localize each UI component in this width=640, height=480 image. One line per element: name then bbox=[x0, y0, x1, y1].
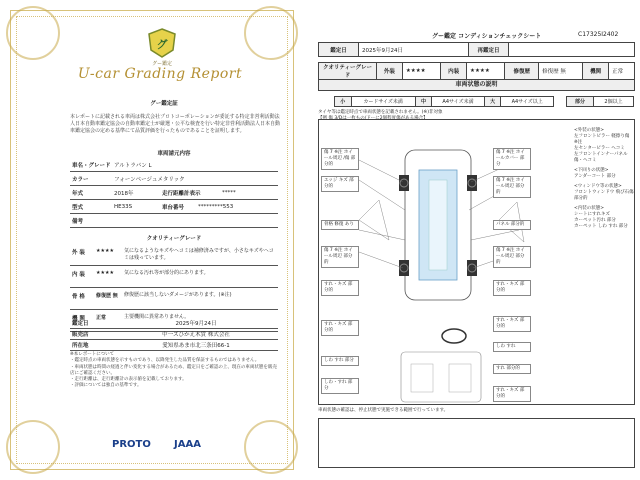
damage-note: すれ・キズ 部分的 bbox=[493, 316, 531, 332]
vehicle-row bbox=[70, 186, 278, 200]
row-label: カラー bbox=[72, 176, 89, 183]
sheet-code: C17325I2402 bbox=[578, 31, 619, 38]
quality-desc: 気になる汚れ等が部分的にあります。 bbox=[124, 270, 209, 276]
quality-desc: 主要機関に異常ありません。 bbox=[124, 314, 190, 320]
legend-cell: カードサイズ未満 bbox=[351, 97, 415, 107]
legend-note: タイヤ等は鑑定時点で車両状態を記載されません。(※)非対象 【例 傷 3/Dは一枚もの/ドーに2個程度傷がある場合】 bbox=[318, 110, 443, 121]
quality-desc: 気になるようなキズやヘコミは補修済みですが、小さなキズやヘコミは残っています。 bbox=[124, 248, 274, 261]
engine-label: 機関 bbox=[583, 63, 609, 80]
summary-heading: <ウィンドウ等の状態> bbox=[574, 184, 622, 189]
vehicle-row bbox=[70, 158, 278, 172]
interior-stars: ★★★★ bbox=[467, 63, 505, 80]
damage-note: すれ・キズ 部分的 bbox=[321, 280, 359, 296]
legend-cell: A4サイズ以上 bbox=[501, 97, 554, 107]
quality-stars: ★★★★ bbox=[96, 248, 114, 254]
summary-item: シートにすれキズ bbox=[574, 212, 610, 217]
row-value: *********553 bbox=[198, 203, 234, 210]
jaaa-logo: JAAA bbox=[174, 439, 201, 450]
vehicle-info bbox=[70, 158, 278, 228]
sheet-title: グー鑑定 コンディションチェックシート bbox=[432, 33, 542, 40]
damage-note: しわ・すれ 部分 bbox=[321, 378, 359, 394]
address-row bbox=[70, 340, 278, 351]
damage-note: しわ すれ bbox=[493, 342, 531, 352]
quality-label: 機 関 bbox=[72, 316, 85, 322]
row-label: 年式 bbox=[72, 190, 84, 197]
condition-summary bbox=[574, 128, 634, 230]
svg-text:グ: グ bbox=[156, 38, 168, 51]
summary-item: フロントウィンドウ 飛び石傷 部分的 bbox=[574, 190, 634, 201]
quality-section-title: クオリティーグレード bbox=[146, 236, 202, 242]
summary-item: 左センターピラー ヘコミ bbox=[574, 146, 625, 151]
shop-address: 愛知県あま市北三条田66-1 bbox=[162, 343, 230, 349]
corner-ornament bbox=[244, 6, 298, 60]
quality-table bbox=[318, 62, 635, 80]
grading-certificate bbox=[2, 2, 302, 478]
damage-note: しわ すれ 部分 bbox=[321, 356, 359, 366]
interior-label: 内装 bbox=[441, 63, 467, 80]
remarks-box bbox=[318, 418, 635, 468]
re-date-value bbox=[509, 43, 635, 57]
goo-kantei-logo-icon bbox=[147, 28, 177, 58]
legend-cell: 2個以上 bbox=[594, 97, 634, 107]
exterior-label: 外装 bbox=[377, 63, 403, 80]
row-value: アルトラパン L bbox=[114, 162, 152, 169]
size-legend bbox=[334, 96, 554, 107]
kantei-date-row bbox=[70, 318, 278, 329]
legend-cell: 大 bbox=[484, 97, 501, 107]
count-legend bbox=[566, 96, 634, 107]
certificate-notes: ※本レポートについて ・鑑定時点の車両状態を示すものであり、以降発生した品質を保証するものではありません。 ・車両状態は時間の経過と伴い変化する場合があるため、鑑定日をご確認の上、現在の車両状態を販売店にご確認ください。 ・走行距離は、走行距離計の表示値を記載しております。 ・評価については独自の基準です。 bbox=[70, 352, 277, 389]
legend-cell: A4サイズ未満 bbox=[432, 97, 485, 107]
kantei-info bbox=[70, 318, 278, 351]
damage-note: 傷 7 ※注 ホイールカバー 部分 bbox=[493, 148, 531, 170]
damage-note: エッジ キズ 部分的 bbox=[321, 176, 359, 192]
sheet-header-table bbox=[318, 42, 635, 57]
damage-note: 骨格 修復 あり bbox=[321, 220, 359, 230]
quality-row bbox=[70, 244, 278, 266]
logo-label: グー鑑定 bbox=[151, 61, 172, 67]
frame-value: 修復歴 無 bbox=[539, 63, 583, 80]
frame-label: 修復歴 bbox=[505, 63, 539, 80]
row-label: 車台番号 bbox=[162, 204, 185, 211]
row-label: 鑑定日 bbox=[72, 321, 89, 327]
certificate-intro: 本レポートに記載される車両は株式会社プロトコーポレーションが委託する特定非営利活動法人日本自動車鑑定協会の自動車鑑定士が厳選・公平な検査を行い特定非営利活動法人日本自動車鑑定協会の定める基準にて品質評価を行ったものであることを証明します。 bbox=[70, 114, 281, 134]
quality-stars: ★★★★ bbox=[96, 270, 114, 276]
summary-item: 左フロントピラー 軽擦り傷 ※注 bbox=[574, 134, 630, 145]
row-value: ***** bbox=[222, 189, 236, 196]
summary-heading: <外装の状態> bbox=[574, 128, 605, 133]
shop-name: 中一ズひかえ木賃 株式会社 bbox=[162, 332, 230, 338]
certificate-title: U-car Grading Report bbox=[77, 66, 243, 82]
exterior-stars: ★★★★ bbox=[402, 63, 440, 80]
certificate-subtitle: グー鑑定証 bbox=[150, 101, 178, 107]
damage-note: 傷 7 ※注 ホイール周辺 部分的 bbox=[321, 246, 359, 268]
engine-value: 正常 bbox=[609, 63, 635, 80]
corner-ornament bbox=[6, 420, 60, 474]
vehicle-row bbox=[70, 214, 278, 228]
corner-ornament bbox=[6, 6, 60, 60]
date-label: 鑑定日 bbox=[319, 43, 359, 57]
quality-label: 外 装 bbox=[72, 250, 85, 256]
proto-logo: PROTO bbox=[112, 439, 151, 450]
row-label: 販売店 bbox=[72, 332, 89, 338]
row-label: 所在地 bbox=[72, 343, 89, 349]
row-value: HE33S bbox=[114, 203, 133, 210]
damage-note: すれ・キズ 部分的 bbox=[493, 386, 531, 402]
quality-row bbox=[70, 266, 278, 288]
vehicle-section-title: 車両請元内容 bbox=[157, 151, 191, 157]
damage-note: 傷 7 ※注 ホイール周辺 部分的 bbox=[493, 176, 531, 198]
summary-item: カーペット汚れ 部分 bbox=[574, 218, 616, 223]
row-label: 走行距離計表示 bbox=[162, 190, 201, 197]
legend-cell: 中 bbox=[415, 97, 432, 107]
row-value: フォーンベージュメタリック bbox=[114, 176, 185, 183]
quality-stars: 修復歴 無 bbox=[96, 293, 118, 299]
quality-label: 骨 格 bbox=[72, 294, 85, 300]
re-date-label: 再鑑定日 bbox=[469, 43, 509, 57]
summary-heading: <下回りの状態> bbox=[574, 168, 609, 173]
shop-row bbox=[70, 329, 278, 340]
summary-item: アンダーコート 部分 bbox=[574, 174, 616, 179]
row-value: 2018年 bbox=[114, 190, 134, 197]
corner-ornament bbox=[244, 420, 298, 474]
damage-note: 傷 7 ※注 ホイール周辺 部分的 bbox=[493, 246, 531, 268]
quality-desc: 修復歴に該当しないダメージがあります。(※注) bbox=[124, 292, 232, 298]
footer-note: 車両状態の確認は、停止状態で実施できる範囲で行っています。 bbox=[318, 408, 449, 413]
summary-heading: <内装の状態> bbox=[574, 206, 605, 211]
summary-item: 左フロントインナーパネル 傷・ヘコミ bbox=[574, 152, 628, 163]
condition-sheet bbox=[318, 42, 635, 80]
damage-note: 傷 7 ※注 ホイール周辺 /傷 部分的 bbox=[321, 148, 359, 170]
quality-row bbox=[70, 288, 278, 310]
quality-stars: 正常 bbox=[96, 315, 107, 321]
quality-label: クオリティーグレード bbox=[319, 63, 377, 80]
legend-cell: 部分 bbox=[567, 97, 594, 107]
row-label: 備考 bbox=[72, 218, 84, 225]
vehicle-row bbox=[70, 172, 278, 186]
status-title: 車両状態の説明 bbox=[318, 79, 635, 91]
damage-note: パネル 部分的 bbox=[493, 220, 531, 230]
quality-label: 内 装 bbox=[72, 272, 85, 278]
kantei-date: 2025年9月24日 bbox=[359, 43, 469, 57]
damage-note: すれ 部分的 bbox=[493, 364, 531, 374]
legend-cell: 小 bbox=[335, 97, 352, 107]
row-label: 車名・グレード bbox=[72, 162, 111, 169]
vehicle-row bbox=[70, 200, 278, 214]
kantei-date: 2025年9月24日 bbox=[175, 321, 217, 327]
row-label: 型式 bbox=[72, 204, 84, 211]
summary-item: カーペット しわ すれ 部分 bbox=[574, 224, 628, 229]
damage-note: すれ・キズ 部分的 bbox=[493, 280, 531, 296]
damage-note: すれ・キズ 部分的 bbox=[321, 320, 359, 336]
